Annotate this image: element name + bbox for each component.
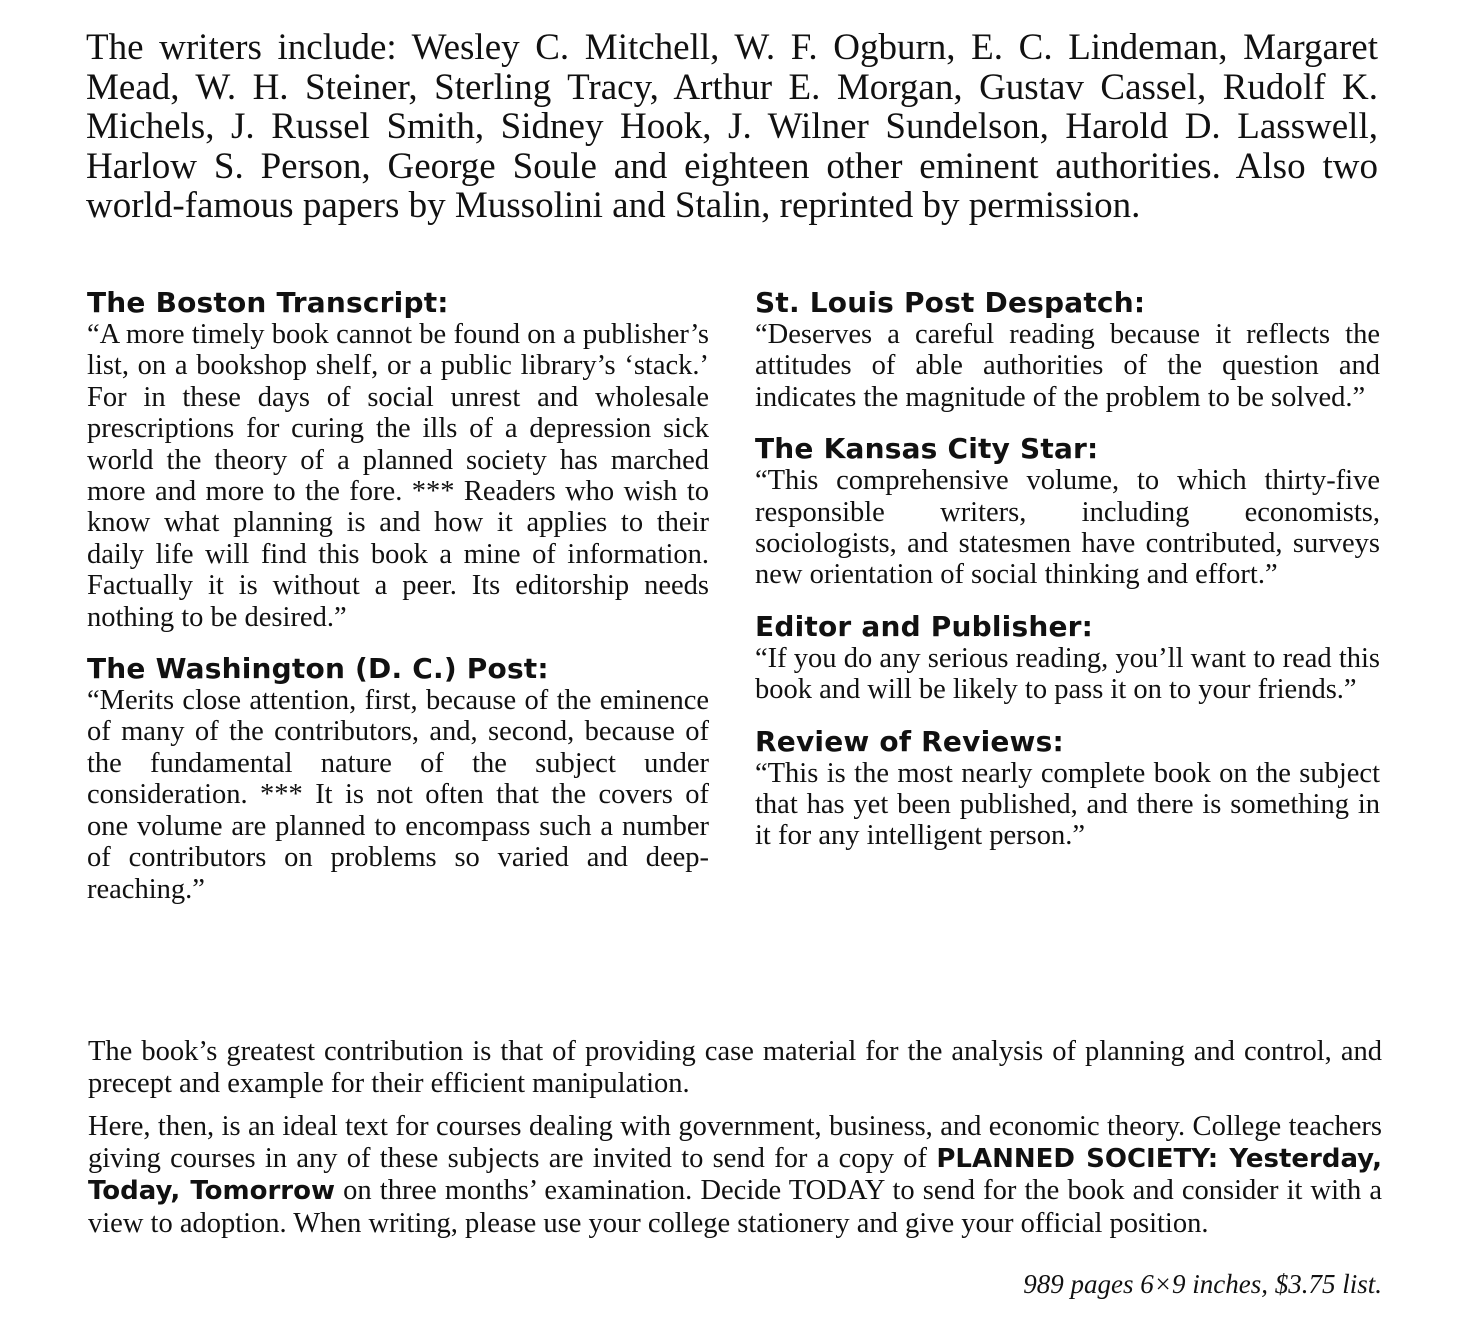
review-item xyxy=(755,432,1380,591)
review-source: The Boston Transcript: xyxy=(87,286,449,319)
review-quote: “This is the most nearly complete book on the subject that has yet been published, and there is something in it for any intelligent person.” xyxy=(755,757,1380,852)
review-source: St. Louis Post Despatch: xyxy=(755,286,1146,319)
review-quote: “Merits close attention, first, because of the eminence of many of the contributors, and, second, because of the fundamental nature of the subject under consideration. *** It is not often that the covers of one volume are planned to encompass such a number of contributors on problems so varied and deep-reaching.” xyxy=(87,685,709,905)
cta-text-before: Here, then, is an ideal text for courses dealing with government, business, and economic theory. College teachers giving courses in any of these subjects are invited to send for a copy of xyxy=(88,1111,1382,1174)
review-quote: “This comprehensive volume, to which thirty-five responsible writers, including economists, sociologists, and statesmen have contributed, surveys new orientation of social thinking and effort.” xyxy=(755,465,1380,591)
review-item xyxy=(755,725,1380,852)
review-quote: “A more timely book cannot be found on a publisher’s list, on a bookshop shelf, or a public library’s ‘stack.’ For in these days of social unrest and wholesale prescriptions for curing the ills of a depression sick world the theory of a planned society has marched more and more to the fore. *** Readers who wish to know what planning is and how it applies to their daily life will find this book a mine of information. Factually it is without a peer. Its editorship needs nothing to be desired.” xyxy=(87,319,709,633)
review-item xyxy=(755,610,1380,706)
contributors-intro: The writers include: Wesley C. Mitchell, W. F. Ogburn, E. C. Lindeman, Margaret Mead, W. H. Steiner, Sterling Tracy, Arthur E. Morgan, Gustav Cassel, Rudolf K. Michels, J. Russel Smith, Sidney Hook, J. Wilner Sundelson, Harold D. Lasswell, Harlow S. Person, George Soule and eighteen other eminent authorities. Also two world-famous papers by Mussolini and Stalin, reprinted by permission. xyxy=(86,27,1378,226)
review-item xyxy=(87,652,709,905)
review-source: The Washington (D. C.) Post: xyxy=(87,652,549,686)
book-title: PLANNED SOCIETY: Yesterday, Today, Tomorrow xyxy=(88,1143,1382,1206)
review-item xyxy=(755,286,1380,413)
book-specs: 989 pages 6×9 inches, $3.75 list. xyxy=(1023,1269,1382,1299)
cta-text-after: on three months’ examination. Decide TODAY to send for the book and consider it with a view to adoption. When writing, please use your college stationery and give your official position. xyxy=(88,1175,1382,1239)
review-quote: “If you do any serious reading, you’ll want to read this book and will be likely to pass it on to your friends.” xyxy=(755,642,1380,706)
review-source: The Kansas City Star: xyxy=(755,432,1099,466)
reviews-left-column xyxy=(87,286,709,924)
reviews-right-column xyxy=(755,286,1380,871)
review-quote: “Deserves a careful reading because it reflects the attitudes of able authorities of the question and indicates the magnitude of the problem to be solved.” xyxy=(755,319,1380,413)
call-to-action-paragraph xyxy=(88,1111,1382,1239)
review-item xyxy=(87,286,709,633)
closing-paragraph: The book’s greatest contribution is that of providing case material for the analysis of planning and control, and precept and example for their efficient manipulation. xyxy=(88,1036,1382,1099)
review-source: Editor and Publisher: xyxy=(755,609,1094,643)
review-source: Review of Reviews: xyxy=(755,724,1064,758)
